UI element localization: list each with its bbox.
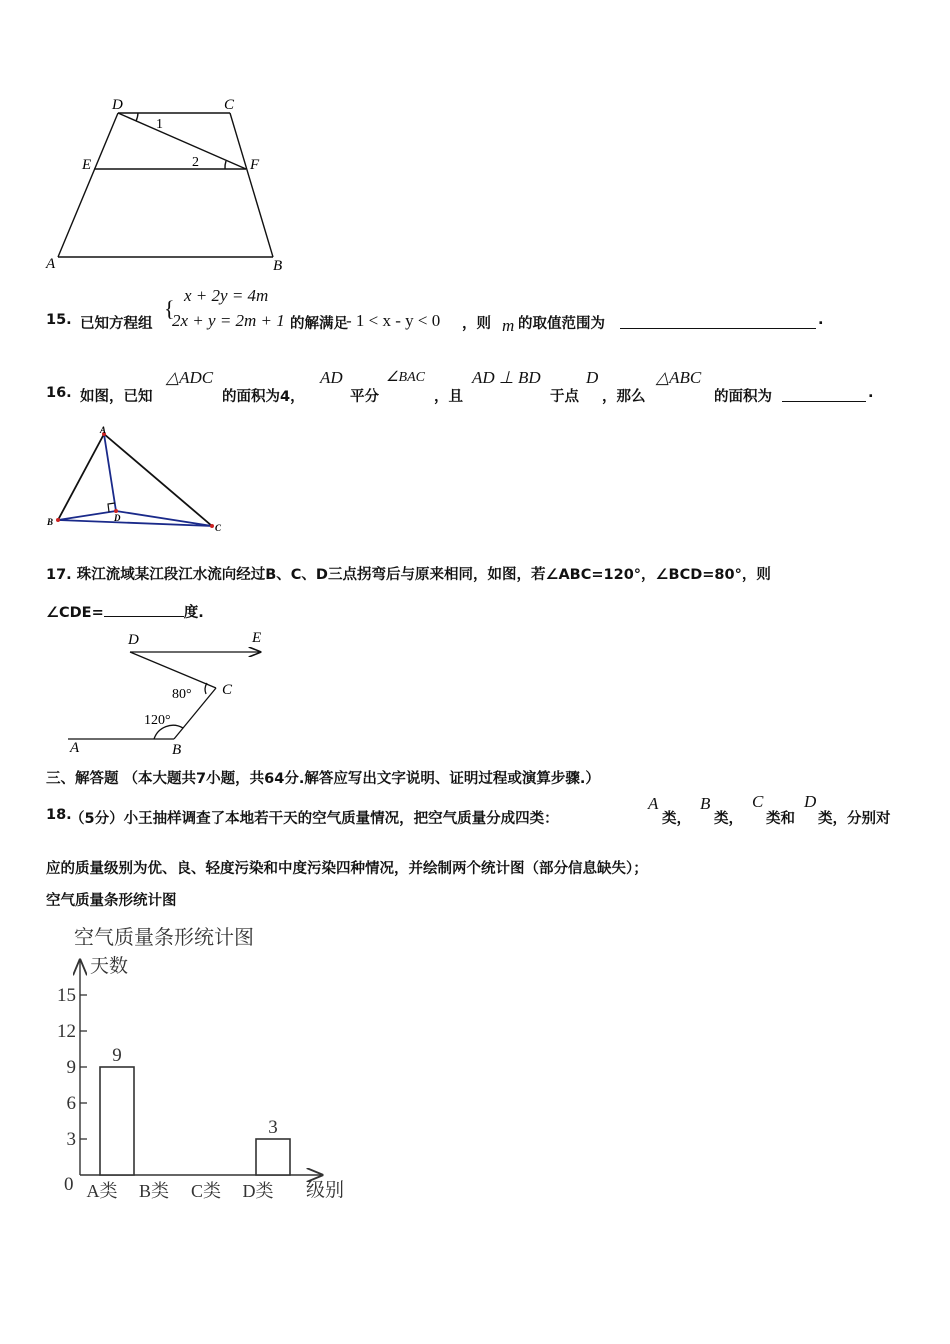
bar-data-label-4: 3 [268,1117,278,1138]
tri-label-b: B [47,517,54,527]
q16-text-7: 的面积为 [714,389,772,405]
q15-var-m: m [502,316,515,335]
q16-text-4: ，且 [434,389,463,405]
river-label-e: E [252,630,262,646]
question-17-line-1: 17. 珠江流域某江段江水流向经过B、C、D三点拐弯后与原来相同，如图，若∠ABC=120°，∠BCD=80°，则 [46,567,771,583]
question-17-line-2 [46,601,204,622]
y-tick-label-6: 6 [66,1093,76,1114]
q16-triangle-abc: △ABC [656,368,702,387]
x-category-label-3: C类 [190,1181,222,1201]
angle-120-label: 120° [144,713,171,728]
tri-label-c: C [215,523,222,533]
q16-ad: AD [320,368,343,387]
q18-class-c: C [752,792,764,811]
q18-class-a: A [648,794,659,813]
river-label-b: B [172,742,182,758]
q15-brace: { [164,296,175,321]
q16-text-6: ，那么 [602,389,646,405]
q15-equation-2: 2x + y = 2m + 1 [172,311,285,330]
river-label-c: C [222,682,233,698]
q16-point-d: D [586,368,599,387]
q16-perp: AD ⊥ BD [472,368,541,387]
q18-text-1: （5分）小王抽样调查了本地若干天的空气质量情况，把空气质量分成四类： [70,811,559,827]
tri-label-a: A [100,425,107,435]
q15-text-pre: 已知方程组 [80,316,153,332]
x-category-label-2: B类 [138,1181,170,1201]
angle-1-label: 1 [156,117,163,132]
q15-condition: - 1 < x - y < 0 [346,311,441,330]
air-quality-bar-chart [50,920,380,1210]
y-tick-label-12: 12 [57,1021,76,1042]
q18-text-b: 类， [714,811,743,827]
q15-text-post: 的取值范围为 [518,316,605,332]
q18-line-2: 应的质量级别为优、良、轻度污染和中度污染四种情况，并绘制两个统计图（部分信息缺失）； [46,861,648,877]
q15-text-mid2: ，则 [462,316,491,332]
chart-title: 空气质量条形统计图 [74,927,254,949]
y-tick-label-3: 3 [66,1129,76,1150]
q18-text-d: 类，分别对 [818,811,891,827]
q15-end: . [818,312,824,328]
label-e: E [82,157,92,173]
q17-answer-blank[interactable] [104,602,184,617]
river-label-a: A [70,740,80,756]
q18-number: 18. [46,807,72,823]
q17-text-post: 度. [183,605,204,621]
bar-data-label-1: 9 [112,1045,122,1066]
q15-text-mid1: 的解满足 [290,316,348,332]
q18-class-d: D [804,792,817,811]
river-label-d: D [128,632,139,648]
q16-text-5: 于点 [550,389,579,405]
q16-number: 16. [46,385,72,401]
label-c: C [224,97,235,113]
q16-text-3: 平分 [350,389,379,405]
q15-answer-blank[interactable] [620,314,816,329]
q18-class-b: B [700,794,711,813]
label-d: D [112,97,123,113]
label-a: A [46,256,56,272]
q16-answer-blank[interactable] [782,387,866,402]
q16-text-2: 的面积为4， [222,389,305,405]
label-b: B [273,258,283,274]
chart-y-axis-label: 天数 [90,956,129,977]
x-category-label-4: D类 [242,1181,274,1201]
angle-2-label: 2 [192,155,199,170]
bar-1 [100,1067,134,1175]
section-3-heading: 三、解答题 （本大题共7小题，共64分.解答应写出文字说明、证明过程或演算步骤.） [46,771,600,787]
x-category-label-1: A类 [86,1181,118,1201]
chart-origin-label: 0 [64,1174,74,1195]
tri-label-d: D [114,513,121,523]
chart-x-axis-label: 级别 [306,1180,345,1201]
bar-4 [256,1139,290,1175]
angle-80-label: 80° [172,687,192,702]
y-tick-label-15: 15 [57,985,76,1006]
label-f: F [250,157,260,173]
q15-number: 15. [46,312,72,328]
q16-triangle-adc: △ADC [166,368,214,387]
y-tick-label-9: 9 [66,1057,76,1078]
river-figure [60,624,270,759]
trapezoid-figure [40,92,300,277]
q17-text-pre: ∠CDE= [46,605,104,621]
q18-chart-heading: 空气质量条形统计图 [46,893,177,909]
q15-equation-1: x + 2y = 4m [184,286,269,305]
q18-text-a: 类， [662,811,691,827]
q16-text-1: 如图，已知 [80,389,153,405]
q18-text-c: 类和 [766,811,795,827]
q16-angle-bac: ∠BAC [386,370,425,385]
triangle-figure [40,424,230,536]
q16-end: . [868,385,874,401]
